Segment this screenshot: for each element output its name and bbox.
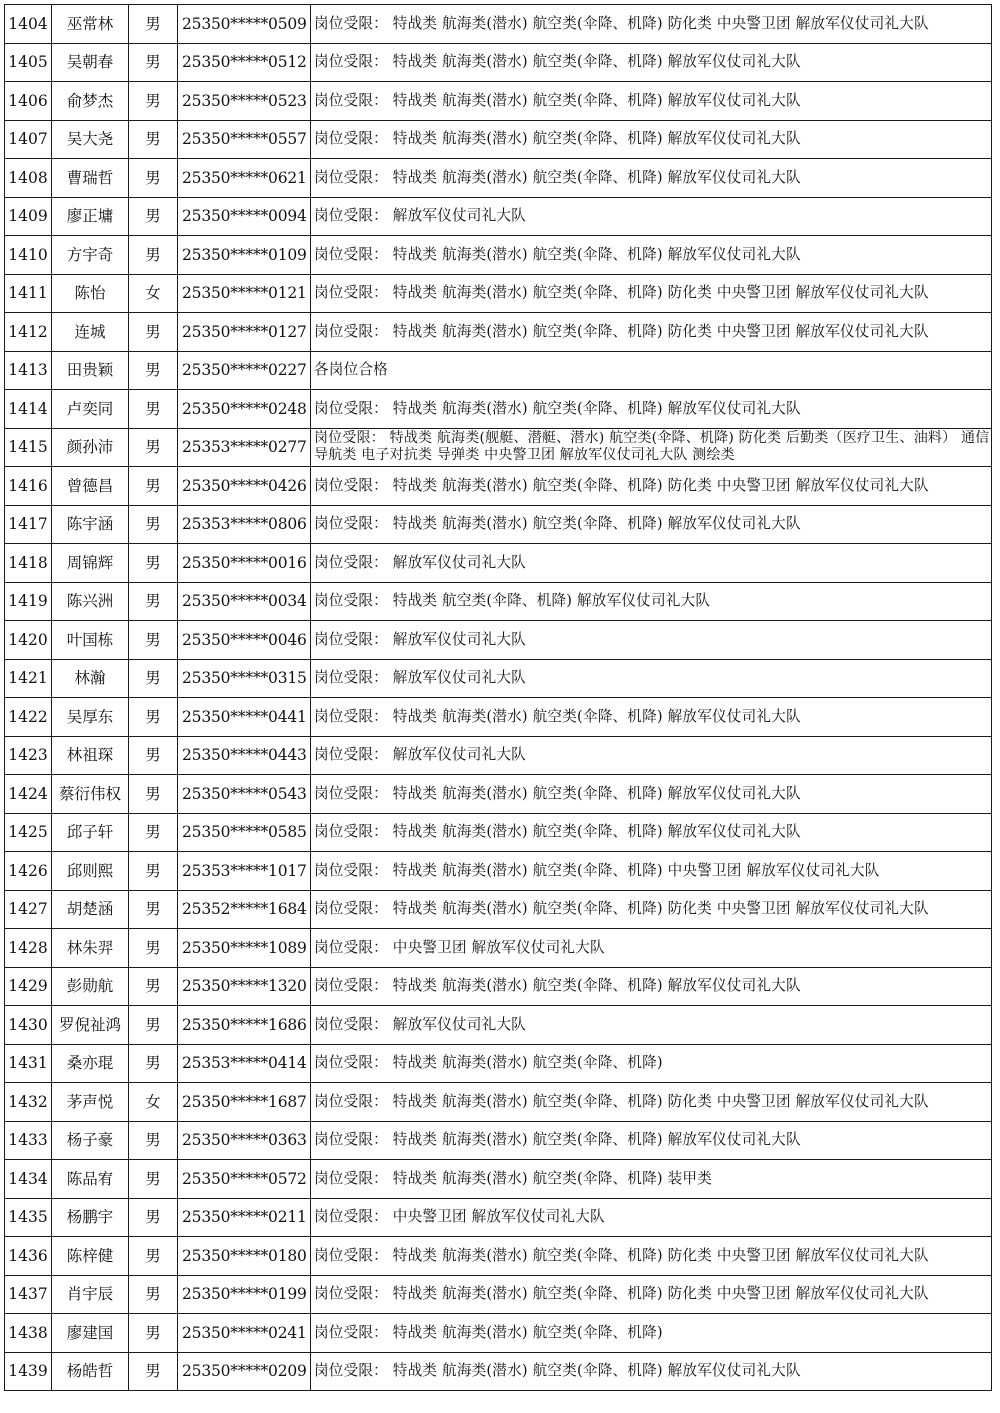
name-cell: 俞梦杰 <box>52 82 129 121</box>
table-row <box>5 1198 992 1237</box>
name-cell: 彭勋航 <box>52 967 129 1006</box>
gender-cell: 男 <box>129 852 178 891</box>
id-number-cell: 25350*****0016 <box>178 544 311 583</box>
id-number-cell: 25353*****0806 <box>178 505 311 544</box>
name-cell: 茅声悦 <box>52 1083 129 1122</box>
id-number-cell: 25350*****0572 <box>178 1160 311 1199</box>
gender-cell: 男 <box>129 775 178 814</box>
result-cell: 岗位受限： 特战类 航海类(潜水) 航空类(伞降、机降) <box>311 1314 992 1353</box>
result-cell: 岗位受限： 特战类 航海类(潜水) 航空类(伞降、机降) 防化类 中央警卫团 解放军仪仗司礼大队 <box>311 1083 992 1122</box>
result-cell: 岗位受限： 特战类 航海类(潜水) 航空类(伞降、机降) 解放军仪仗司礼大队 <box>311 159 992 198</box>
result-cell: 岗位受限： 特战类 航海类(潜水) 航空类(伞降、机降) 解放军仪仗司礼大队 <box>311 775 992 814</box>
result-cell: 岗位受限： 特战类 航海类(潜水) 航空类(伞降、机降) 解放军仪仗司礼大队 <box>311 1352 992 1391</box>
name-cell: 林祖琛 <box>52 736 129 775</box>
id-number-cell: 25350*****0543 <box>178 775 311 814</box>
id-number-cell: 25350*****0109 <box>178 236 311 275</box>
result-cell: 岗位受限： 特战类 航海类(潜水) 航空类(伞降、机降) 解放军仪仗司礼大队 <box>311 505 992 544</box>
id-number-cell: 25350*****0211 <box>178 1198 311 1237</box>
result-cell: 岗位受限： 特战类 航海类(潜水) 航空类(伞降、机降) 防化类 中央警卫团 解放军仪仗司礼大队 <box>311 1237 992 1276</box>
serial-number-cell: 1421 <box>5 659 52 698</box>
serial-number-cell: 1411 <box>5 274 52 313</box>
name-cell: 巫常林 <box>52 5 129 44</box>
gender-cell: 男 <box>129 467 178 506</box>
serial-number-cell: 1430 <box>5 1006 52 1045</box>
id-number-cell: 25350*****0199 <box>178 1275 311 1314</box>
result-cell: 岗位受限： 特战类 航海类(潜水) 航空类(伞降、机降) 防化类 中央警卫团 解放军仪仗司礼大队 <box>311 1275 992 1314</box>
serial-number-cell: 1431 <box>5 1044 52 1083</box>
name-cell: 邱则熙 <box>52 852 129 891</box>
result-cell: 岗位受限： 特战类 航海类(潜水) 航空类(伞降、机降) 解放军仪仗司礼大队 <box>311 236 992 275</box>
name-cell: 曾德昌 <box>52 467 129 506</box>
gender-cell: 男 <box>129 929 178 968</box>
result-cell: 岗位受限： 特战类 航海类(潜水) 航空类(伞降、机降) 解放军仪仗司礼大队 <box>311 967 992 1006</box>
table-row <box>5 274 992 313</box>
name-cell: 蔡衍伟权 <box>52 775 129 814</box>
table-row <box>5 929 992 968</box>
name-cell: 叶国栋 <box>52 621 129 660</box>
table-row <box>5 120 992 159</box>
name-cell: 曹瑞哲 <box>52 159 129 198</box>
table-row <box>5 43 992 82</box>
serial-number-cell: 1433 <box>5 1121 52 1160</box>
result-cell: 岗位受限： 特战类 航海类(潜水) 航空类(伞降、机降) 解放军仪仗司礼大队 <box>311 43 992 82</box>
id-number-cell: 25350*****0121 <box>178 274 311 313</box>
serial-number-cell: 1412 <box>5 313 52 352</box>
gender-cell: 男 <box>129 1237 178 1276</box>
table-row <box>5 1314 992 1353</box>
serial-number-cell: 1436 <box>5 1237 52 1276</box>
table-row <box>5 351 992 390</box>
table-row <box>5 967 992 1006</box>
gender-cell: 男 <box>129 967 178 1006</box>
table-row <box>5 852 992 891</box>
result-cell: 岗位受限： 特战类 航海类(潜水) 航空类(伞降、机降) 防化类 中央警卫团 解放军仪仗司礼大队 <box>311 5 992 44</box>
serial-number-cell: 1410 <box>5 236 52 275</box>
name-cell: 廖正墉 <box>52 197 129 236</box>
name-cell: 廖建国 <box>52 1314 129 1353</box>
gender-cell: 男 <box>129 698 178 737</box>
name-cell: 吴大尧 <box>52 120 129 159</box>
gender-cell: 男 <box>129 1198 178 1237</box>
id-number-cell: 25350*****0034 <box>178 582 311 621</box>
name-cell: 桑亦琨 <box>52 1044 129 1083</box>
result-cell: 岗位受限： 特战类 航空类(伞降、机降) 解放军仪仗司礼大队 <box>311 582 992 621</box>
result-cell: 岗位受限： 特战类 航海类(潜水) 航空类(伞降、机降) <box>311 1044 992 1083</box>
result-cell: 岗位受限： 解放军仪仗司礼大队 <box>311 659 992 698</box>
table-row <box>5 621 992 660</box>
table-row <box>5 775 992 814</box>
name-cell: 罗倪祉鸿 <box>52 1006 129 1045</box>
serial-number-cell: 1409 <box>5 197 52 236</box>
serial-number-cell: 1405 <box>5 43 52 82</box>
gender-cell: 男 <box>129 82 178 121</box>
gender-cell: 男 <box>129 120 178 159</box>
gender-cell: 女 <box>129 274 178 313</box>
id-number-cell: 25350*****0363 <box>178 1121 311 1160</box>
gender-cell: 男 <box>129 1006 178 1045</box>
serial-number-cell: 1437 <box>5 1275 52 1314</box>
result-cell: 岗位受限： 特战类 航海类(潜水) 航空类(伞降、机降) 防化类 中央警卫团 解放军仪仗司礼大队 <box>311 274 992 313</box>
name-cell: 邱子轩 <box>52 813 129 852</box>
name-cell: 杨皓哲 <box>52 1352 129 1391</box>
serial-number-cell: 1419 <box>5 582 52 621</box>
id-number-cell: 25352*****1684 <box>178 890 311 929</box>
gender-cell: 男 <box>129 43 178 82</box>
result-cell: 岗位受限： 特战类 航海类(潜水) 航空类(伞降、机降) 解放军仪仗司礼大队 <box>311 120 992 159</box>
serial-number-cell: 1438 <box>5 1314 52 1353</box>
id-number-cell: 25350*****0241 <box>178 1314 311 1353</box>
name-cell: 胡楚涵 <box>52 890 129 929</box>
serial-number-cell: 1428 <box>5 929 52 968</box>
name-cell: 卢奕同 <box>52 390 129 429</box>
gender-cell: 男 <box>129 659 178 698</box>
table-row <box>5 698 992 737</box>
table-row <box>5 1006 992 1045</box>
serial-number-cell: 1432 <box>5 1083 52 1122</box>
serial-number-cell: 1427 <box>5 890 52 929</box>
result-cell: 岗位受限： 解放军仪仗司礼大队 <box>311 736 992 775</box>
name-cell: 肖宇辰 <box>52 1275 129 1314</box>
gender-cell: 男 <box>129 159 178 198</box>
serial-number-cell: 1435 <box>5 1198 52 1237</box>
name-cell: 吴朝春 <box>52 43 129 82</box>
result-cell: 岗位受限： 特战类 航海类(舰艇、潜艇、潜水) 航空类(伞降、机降) 防化类 后勤类（医疗卫生、油料） 通信导航类 电子对抗类 导弹类 中央警卫团 解放军仪仗司礼大队 测绘类 <box>311 428 992 467</box>
id-number-cell: 25350*****0585 <box>178 813 311 852</box>
table-row <box>5 813 992 852</box>
result-cell: 岗位受限： 特战类 航海类(潜水) 航空类(伞降、机降) 解放军仪仗司礼大队 <box>311 698 992 737</box>
gender-cell: 男 <box>129 1160 178 1199</box>
table-row <box>5 544 992 583</box>
serial-number-cell: 1404 <box>5 5 52 44</box>
table-row <box>5 1352 992 1391</box>
id-number-cell: 25353*****0277 <box>178 428 311 467</box>
id-number-cell: 25350*****0443 <box>178 736 311 775</box>
id-number-cell: 25350*****0209 <box>178 1352 311 1391</box>
serial-number-cell: 1415 <box>5 428 52 467</box>
result-cell: 岗位受限： 中央警卫团 解放军仪仗司礼大队 <box>311 1198 992 1237</box>
gender-cell: 男 <box>129 1275 178 1314</box>
id-number-cell: 25350*****0094 <box>178 197 311 236</box>
gender-cell: 男 <box>129 1121 178 1160</box>
id-number-cell: 25353*****0414 <box>178 1044 311 1083</box>
result-cell: 岗位受限： 特战类 航海类(潜水) 航空类(伞降、机降) 解放军仪仗司礼大队 <box>311 813 992 852</box>
name-cell: 陈宇涵 <box>52 505 129 544</box>
name-cell: 吴厚东 <box>52 698 129 737</box>
name-cell: 林瀚 <box>52 659 129 698</box>
table-row <box>5 1275 992 1314</box>
id-number-cell: 25350*****1687 <box>178 1083 311 1122</box>
name-cell: 陈梓健 <box>52 1237 129 1276</box>
serial-number-cell: 1418 <box>5 544 52 583</box>
id-number-cell: 25353*****1017 <box>178 852 311 891</box>
result-cell: 岗位受限： 特战类 航海类(潜水) 航空类(伞降、机降) 中央警卫团 解放军仪仗司礼大队 <box>311 852 992 891</box>
serial-number-cell: 1434 <box>5 1160 52 1199</box>
table-row <box>5 1044 992 1083</box>
table-row <box>5 1237 992 1276</box>
name-cell: 陈兴洲 <box>52 582 129 621</box>
id-number-cell: 25350*****0127 <box>178 313 311 352</box>
result-cell: 岗位受限： 中央警卫团 解放军仪仗司礼大队 <box>311 929 992 968</box>
id-number-cell: 25350*****0441 <box>178 698 311 737</box>
table-row <box>5 1160 992 1199</box>
table-row <box>5 582 992 621</box>
table-row <box>5 313 992 352</box>
table-row <box>5 390 992 429</box>
id-number-cell: 25350*****1089 <box>178 929 311 968</box>
gender-cell: 男 <box>129 236 178 275</box>
result-cell: 各岗位合格 <box>311 351 992 390</box>
name-cell: 陈怡 <box>52 274 129 313</box>
gender-cell: 男 <box>129 197 178 236</box>
gender-cell: 男 <box>129 621 178 660</box>
serial-number-cell: 1423 <box>5 736 52 775</box>
gender-cell: 女 <box>129 1083 178 1122</box>
result-cell: 岗位受限： 解放军仪仗司礼大队 <box>311 621 992 660</box>
name-cell: 林朱羿 <box>52 929 129 968</box>
serial-number-cell: 1424 <box>5 775 52 814</box>
table-row <box>5 505 992 544</box>
table-row <box>5 5 992 44</box>
serial-number-cell: 1407 <box>5 120 52 159</box>
result-cell: 岗位受限： 特战类 航海类(潜水) 航空类(伞降、机降) 防化类 中央警卫团 解放军仪仗司礼大队 <box>311 313 992 352</box>
id-number-cell: 25350*****0046 <box>178 621 311 660</box>
serial-number-cell: 1439 <box>5 1352 52 1391</box>
result-cell: 岗位受限： 解放军仪仗司礼大队 <box>311 1006 992 1045</box>
name-cell: 田贵颖 <box>52 351 129 390</box>
id-number-cell: 25350*****0509 <box>178 5 311 44</box>
table-row <box>5 1083 992 1122</box>
name-cell: 陈品宥 <box>52 1160 129 1199</box>
serial-number-cell: 1413 <box>5 351 52 390</box>
serial-number-cell: 1426 <box>5 852 52 891</box>
serial-number-cell: 1425 <box>5 813 52 852</box>
gender-cell: 男 <box>129 390 178 429</box>
result-cell: 岗位受限： 特战类 航海类(潜水) 航空类(伞降、机降) 装甲类 <box>311 1160 992 1199</box>
table-row <box>5 736 992 775</box>
gender-cell: 男 <box>129 544 178 583</box>
result-cell: 岗位受限： 特战类 航海类(潜水) 航空类(伞降、机降) 解放军仪仗司礼大队 <box>311 1121 992 1160</box>
serial-number-cell: 1416 <box>5 467 52 506</box>
result-cell: 岗位受限： 解放军仪仗司礼大队 <box>311 544 992 583</box>
table-row <box>5 197 992 236</box>
id-number-cell: 25350*****1686 <box>178 1006 311 1045</box>
gender-cell: 男 <box>129 890 178 929</box>
gender-cell: 男 <box>129 736 178 775</box>
results-table <box>4 4 992 1391</box>
gender-cell: 男 <box>129 813 178 852</box>
gender-cell: 男 <box>129 1044 178 1083</box>
serial-number-cell: 1406 <box>5 82 52 121</box>
serial-number-cell: 1422 <box>5 698 52 737</box>
name-cell: 杨子豪 <box>52 1121 129 1160</box>
result-cell: 岗位受限： 特战类 航海类(潜水) 航空类(伞降、机降) 防化类 中央警卫团 解放军仪仗司礼大队 <box>311 890 992 929</box>
gender-cell: 男 <box>129 1314 178 1353</box>
table-row <box>5 1121 992 1160</box>
id-number-cell: 25350*****0512 <box>178 43 311 82</box>
result-cell: 岗位受限： 特战类 航海类(潜水) 航空类(伞降、机降) 解放军仪仗司礼大队 <box>311 390 992 429</box>
id-number-cell: 25350*****0315 <box>178 659 311 698</box>
gender-cell: 男 <box>129 428 178 467</box>
serial-number-cell: 1414 <box>5 390 52 429</box>
gender-cell: 男 <box>129 582 178 621</box>
id-number-cell: 25350*****0426 <box>178 467 311 506</box>
name-cell: 周锦辉 <box>52 544 129 583</box>
gender-cell: 男 <box>129 351 178 390</box>
table-row <box>5 428 992 467</box>
result-cell: 岗位受限： 特战类 航海类(潜水) 航空类(伞降、机降) 防化类 中央警卫团 解放军仪仗司礼大队 <box>311 467 992 506</box>
id-number-cell: 25350*****0248 <box>178 390 311 429</box>
table-row <box>5 890 992 929</box>
gender-cell: 男 <box>129 505 178 544</box>
gender-cell: 男 <box>129 5 178 44</box>
name-cell: 方宇奇 <box>52 236 129 275</box>
id-number-cell: 25350*****0557 <box>178 120 311 159</box>
gender-cell: 男 <box>129 1352 178 1391</box>
serial-number-cell: 1420 <box>5 621 52 660</box>
table-row <box>5 659 992 698</box>
name-cell: 连城 <box>52 313 129 352</box>
results-table-body <box>5 5 992 1391</box>
name-cell: 颜孙沛 <box>52 428 129 467</box>
table-row <box>5 236 992 275</box>
serial-number-cell: 1429 <box>5 967 52 1006</box>
name-cell: 杨鹏宇 <box>52 1198 129 1237</box>
table-row <box>5 82 992 121</box>
id-number-cell: 25350*****1320 <box>178 967 311 1006</box>
table-row <box>5 467 992 506</box>
id-number-cell: 25350*****0523 <box>178 82 311 121</box>
id-number-cell: 25350*****0180 <box>178 1237 311 1276</box>
serial-number-cell: 1417 <box>5 505 52 544</box>
result-cell: 岗位受限： 解放军仪仗司礼大队 <box>311 197 992 236</box>
table-row <box>5 159 992 198</box>
gender-cell: 男 <box>129 313 178 352</box>
result-cell: 岗位受限： 特战类 航海类(潜水) 航空类(伞降、机降) 解放军仪仗司礼大队 <box>311 82 992 121</box>
id-number-cell: 25350*****0227 <box>178 351 311 390</box>
serial-number-cell: 1408 <box>5 159 52 198</box>
id-number-cell: 25350*****0621 <box>178 159 311 198</box>
